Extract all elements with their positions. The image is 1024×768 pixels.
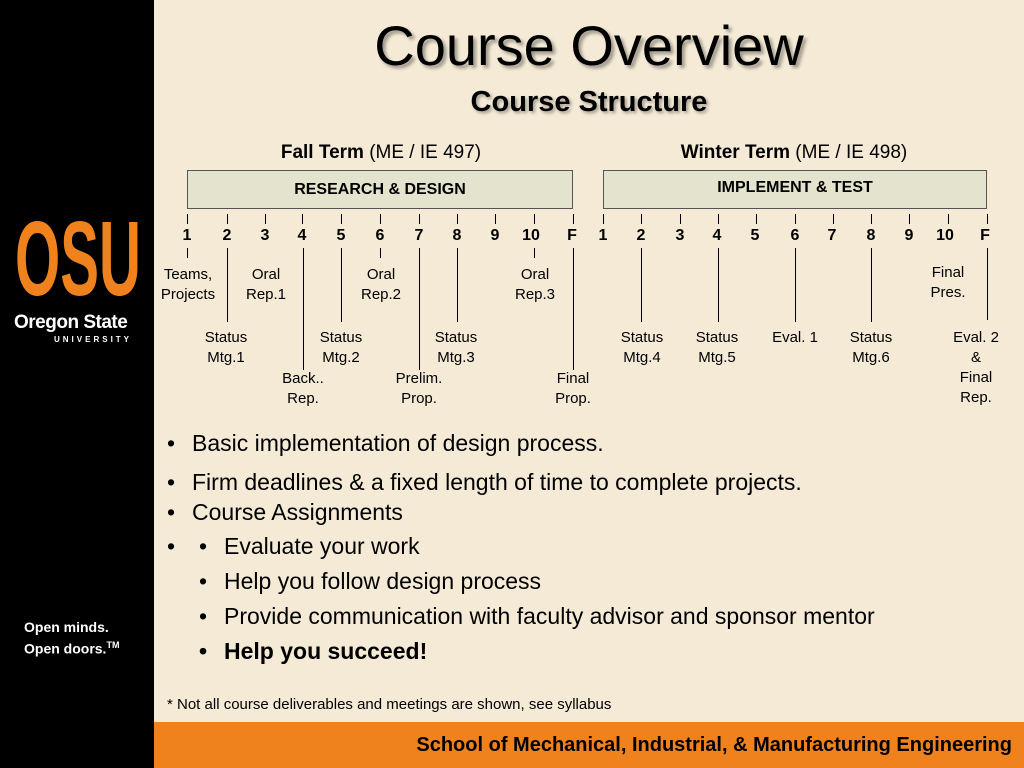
deliverable-label bbox=[931, 328, 1021, 408]
deliverable-leader-line bbox=[341, 248, 342, 322]
week-number: 1 bbox=[182, 227, 192, 244]
week-number: 2 bbox=[222, 227, 232, 244]
deliverable-leader-line bbox=[718, 248, 719, 322]
week-number: 5 bbox=[336, 227, 346, 244]
deliverable-leader-line bbox=[795, 248, 796, 322]
footer-bar bbox=[154, 722, 1024, 768]
deliverable-leader-line bbox=[573, 248, 574, 370]
deliverable-label bbox=[258, 369, 348, 409]
footer-department: School of Mechanical, Industrial, & Manufacturing Engineering bbox=[416, 734, 1012, 756]
week-tick bbox=[641, 214, 642, 224]
week-tick bbox=[457, 214, 458, 224]
research-design-bar: RESEARCH & DESIGN bbox=[187, 170, 573, 209]
winter-term-code: (ME / IE 498) bbox=[790, 142, 908, 163]
week-number: 4 bbox=[297, 227, 307, 244]
week-number: 5 bbox=[750, 227, 760, 244]
sub-bullet-item: • Help you succeed! bbox=[164, 638, 875, 665]
week-number: 9 bbox=[904, 227, 914, 244]
week-tick bbox=[833, 214, 834, 224]
week-tick bbox=[756, 214, 757, 224]
deliverable-label bbox=[221, 265, 311, 305]
logo-name: Oregon State bbox=[14, 312, 128, 333]
deliverable-label-line: Status bbox=[319, 329, 363, 346]
week-tick bbox=[227, 214, 228, 224]
sub-bullet-item: • • Evaluate your work bbox=[164, 533, 875, 560]
week-number: 3 bbox=[260, 227, 270, 244]
deliverable-leader-line bbox=[187, 248, 188, 258]
deliverable-label bbox=[528, 369, 618, 409]
week-tick bbox=[795, 214, 796, 224]
deliverable-leader-line bbox=[380, 248, 381, 258]
tagline-line-2-text: Open doors. bbox=[24, 640, 107, 657]
fall-term-heading bbox=[171, 142, 591, 164]
deliverable-label-line: Rep.2 bbox=[360, 286, 402, 303]
deliverable-label-line: Status bbox=[434, 329, 478, 346]
deliverable-label-line: Prop. bbox=[401, 390, 437, 407]
week-tick bbox=[265, 214, 266, 224]
week-number: 1 bbox=[598, 227, 608, 244]
week-tick bbox=[680, 214, 681, 224]
bullet-item: • Course Assignments bbox=[164, 499, 875, 526]
week-number: F bbox=[567, 227, 577, 244]
week-tick bbox=[302, 214, 303, 224]
fall-term-code: (ME / IE 497) bbox=[363, 142, 482, 163]
week-tick bbox=[495, 214, 496, 224]
week-tick bbox=[187, 214, 188, 224]
bullet-item: • Basic implementation of design process. bbox=[164, 430, 875, 457]
week-number: 7 bbox=[414, 227, 424, 244]
deliverable-leader-line bbox=[871, 248, 872, 322]
deliverable-label-line: Mtg.3 bbox=[437, 349, 475, 366]
bullet-item: • Firm deadlines & a fixed length of time to complete projects. bbox=[164, 469, 875, 496]
sub-bullet-item: • Provide communication with faculty advisor and sponsor mentor bbox=[164, 603, 875, 630]
deliverable-label-line: Prelim. bbox=[395, 370, 443, 387]
deliverable-label-line: Status bbox=[849, 329, 893, 346]
week-tick bbox=[603, 214, 604, 224]
week-tick bbox=[419, 214, 420, 224]
deliverable-label-line: Mtg.1 bbox=[207, 349, 245, 366]
sidebar bbox=[0, 0, 154, 768]
deliverable-label bbox=[672, 328, 762, 368]
week-number: 8 bbox=[866, 227, 876, 244]
deliverable-label-line: Eval. 2 bbox=[953, 329, 999, 346]
week-number: 4 bbox=[712, 227, 722, 244]
winter-term-heading bbox=[584, 142, 1004, 164]
week-number: 9 bbox=[490, 227, 500, 244]
deliverable-label-line: Rep.3 bbox=[514, 286, 556, 303]
deliverable-label bbox=[336, 265, 426, 305]
week-number: F bbox=[980, 227, 990, 244]
footnote: * Not all course deliverables and meetings are shown, see syllabus bbox=[167, 696, 612, 713]
deliverable-label bbox=[411, 328, 501, 368]
deliverable-label-line: Eval. 1 bbox=[772, 329, 818, 346]
deliverable-label-line: Rep. bbox=[287, 390, 319, 407]
sub-bullet-container bbox=[164, 533, 875, 665]
week-tick bbox=[534, 214, 535, 224]
trademark: TM bbox=[106, 640, 120, 650]
deliverable-label bbox=[374, 369, 464, 409]
deliverable-leader-line bbox=[419, 248, 420, 370]
deliverable-label-line: & bbox=[970, 349, 981, 366]
deliverable-label-line: Mtg.2 bbox=[322, 349, 360, 366]
week-tick bbox=[987, 214, 988, 224]
deliverable-label-line: Prop. bbox=[555, 390, 591, 407]
week-number: 6 bbox=[790, 227, 800, 244]
deliverable-label-line: Mtg.5 bbox=[698, 349, 736, 366]
week-tick bbox=[380, 214, 381, 224]
week-number: 7 bbox=[827, 227, 837, 244]
week-tick bbox=[341, 214, 342, 224]
deliverable-label bbox=[143, 265, 233, 305]
slide-subtitle: Course Structure bbox=[470, 86, 708, 118]
deliverable-label bbox=[490, 265, 580, 305]
slide-title: Course Overview bbox=[374, 14, 804, 77]
week-number: 10 bbox=[936, 227, 954, 244]
deliverable-leader-line bbox=[641, 248, 642, 322]
deliverable-leader-line bbox=[227, 248, 228, 322]
week-tick bbox=[909, 214, 910, 224]
deliverable-leader-line bbox=[303, 248, 304, 370]
tagline-line-1: Open minds. bbox=[24, 619, 109, 635]
deliverable-label-line: Rep. bbox=[960, 389, 992, 406]
deliverable-label-line: Teams, bbox=[163, 266, 213, 283]
osu-logo-text: OSU bbox=[15, 207, 141, 303]
deliverable-label bbox=[826, 328, 916, 368]
week-tick bbox=[718, 214, 719, 224]
week-number: 6 bbox=[375, 227, 385, 244]
logo-university: UNIVERSITY bbox=[54, 335, 133, 344]
winter-term-name: Winter Term bbox=[680, 142, 791, 163]
deliverable-label bbox=[181, 328, 271, 368]
deliverable-label-line: Mtg.6 bbox=[852, 349, 890, 366]
deliverable-label-line: Projects bbox=[160, 286, 216, 303]
bullet-list bbox=[164, 430, 875, 665]
deliverable-label-line: Mtg.4 bbox=[623, 349, 661, 366]
sub-bullet-item: • Help you follow design process bbox=[164, 568, 875, 595]
deliverable-label-line: Back.. bbox=[282, 370, 324, 387]
osu-logo bbox=[13, 207, 143, 303]
deliverable-label bbox=[296, 328, 386, 368]
deliverable-label-line: Oral bbox=[520, 266, 550, 283]
implement-test-bar: IMPLEMENT & TEST bbox=[603, 170, 987, 209]
deliverable-label-line: Status bbox=[620, 329, 664, 346]
tagline-line-2 bbox=[24, 636, 119, 658]
week-number: 10 bbox=[522, 227, 540, 244]
deliverable-label-line: Final bbox=[556, 370, 590, 387]
deliverable-leader-line bbox=[534, 248, 535, 258]
deliverable-label-line: Pres. bbox=[930, 284, 966, 301]
deliverable-label bbox=[903, 263, 993, 303]
week-number: 2 bbox=[636, 227, 646, 244]
fall-term-name: Fall Term bbox=[280, 142, 364, 163]
week-number: 3 bbox=[675, 227, 685, 244]
week-tick bbox=[573, 214, 574, 224]
deliverable-label-line: Oral bbox=[251, 266, 281, 283]
deliverable-label-line: Status bbox=[695, 329, 739, 346]
week-tick bbox=[871, 214, 872, 224]
deliverable-leader-line bbox=[457, 248, 458, 322]
deliverable-label-line: Oral bbox=[366, 266, 396, 283]
tagline bbox=[24, 618, 119, 658]
deliverable-label-line: Final bbox=[959, 369, 993, 386]
week-number: 8 bbox=[452, 227, 462, 244]
deliverable-label-line: Final bbox=[931, 264, 965, 281]
sub-bullet-list bbox=[164, 533, 875, 665]
deliverable-label-line: Rep.1 bbox=[245, 286, 287, 303]
deliverable-label-line: Status bbox=[204, 329, 248, 346]
week-tick bbox=[948, 214, 949, 224]
